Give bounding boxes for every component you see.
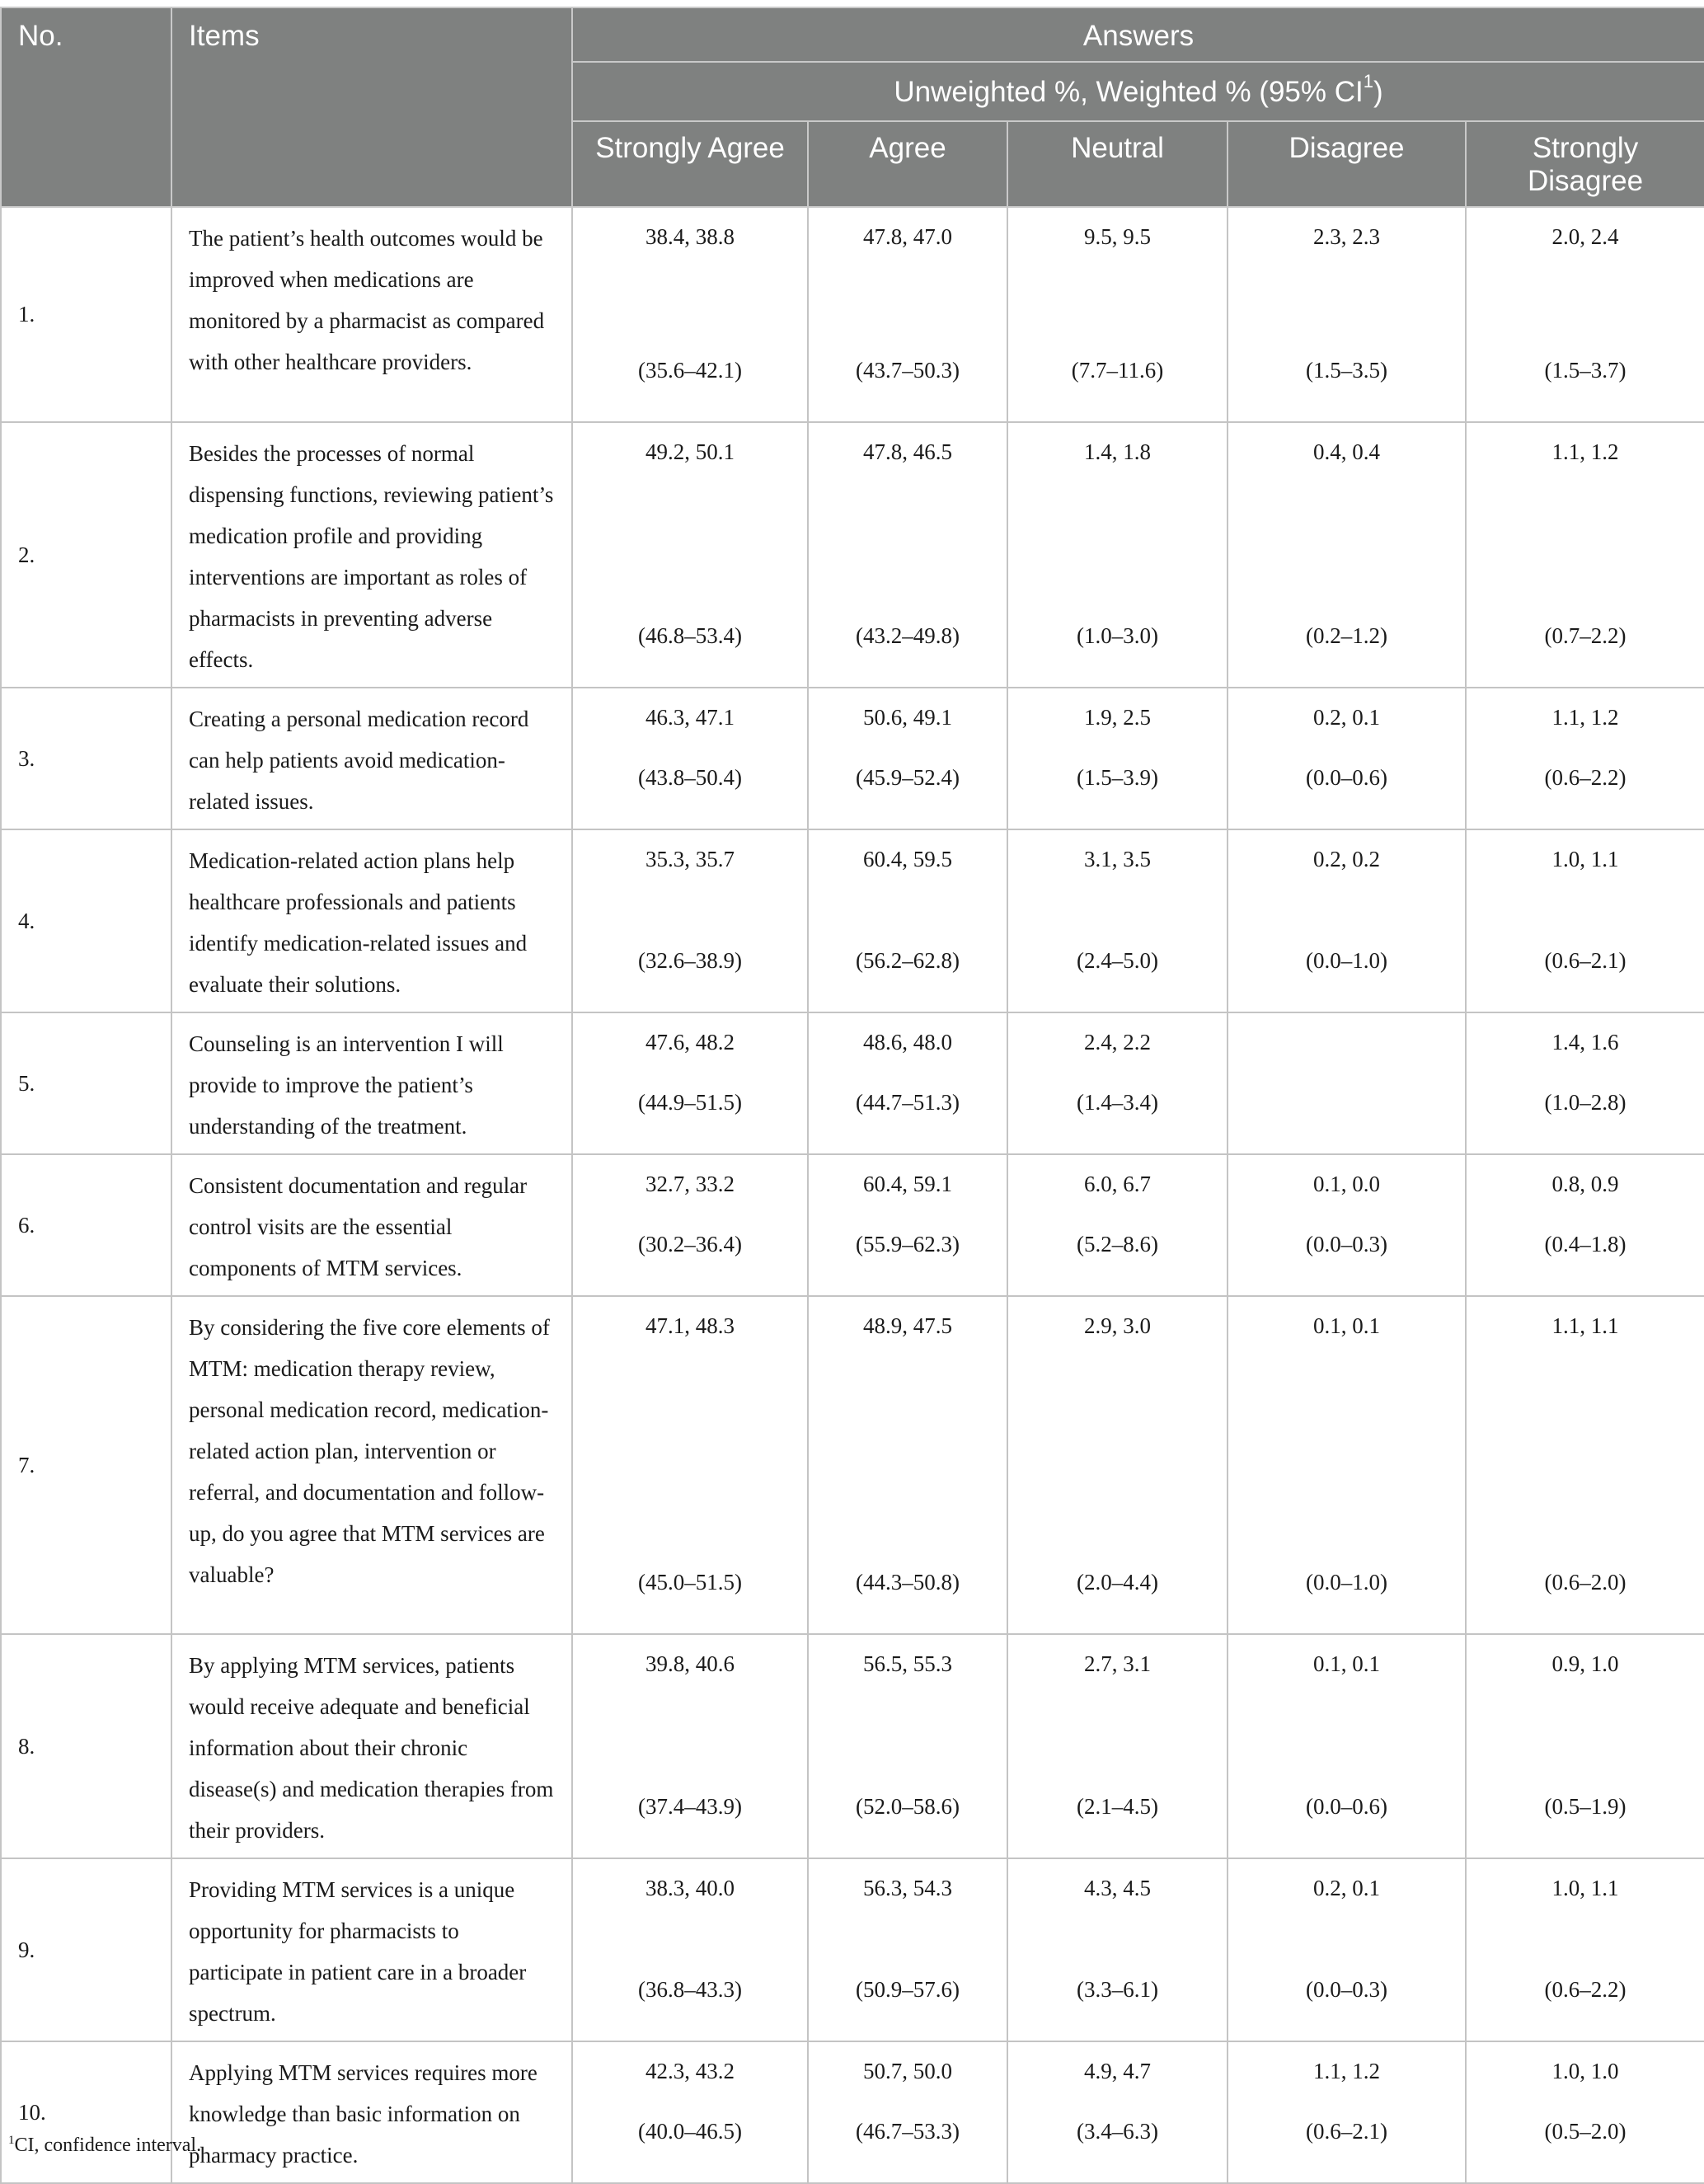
row-item-text: Counseling is an intervention I will provide to improve the patient’s understanding of the treatment. — [171, 1012, 572, 1154]
header-neutral: Neutral — [1007, 121, 1228, 207]
cell-ci: (1.4–3.4) — [1077, 1090, 1158, 1115]
cell-percent: 0.4, 0.4 — [1313, 439, 1380, 464]
cell-strongly-agree — [572, 1154, 808, 1296]
cell-percent: 46.3, 47.1 — [645, 705, 735, 730]
cell-percent: 42.3, 43.2 — [645, 2059, 735, 2083]
row-number: 2. — [1, 422, 171, 688]
cell-disagree — [1228, 1296, 1466, 1634]
cell-percent: 1.1, 1.2 — [1551, 439, 1619, 464]
cell-strongly-agree — [572, 1634, 808, 1858]
cell-agree — [808, 1154, 1007, 1296]
cell-percent: 39.8, 40.6 — [645, 1651, 735, 1676]
cell-ci: (7.7–11.6) — [1071, 358, 1164, 383]
cell-ci: (2.1–4.5) — [1077, 1794, 1158, 1819]
row-item-text: By considering the five core elements of MTM: medication therapy review, personal medication record, medication-related action plan, intervention or referral, and documentation and follow-up, do you agree that MTM services are valuable? — [171, 1296, 572, 1634]
survey-table-container — [0, 7, 1704, 2184]
cell-strongly-agree — [572, 1858, 808, 2041]
cell-percent: 2.0, 2.4 — [1551, 224, 1619, 249]
cell-percent: 60.4, 59.5 — [863, 847, 952, 871]
header-no: No. — [1, 7, 171, 207]
cell-strongly-agree — [572, 2041, 808, 2183]
cell-neutral — [1007, 1154, 1228, 1296]
subheader-footnote-marker: 1 — [1363, 71, 1373, 92]
cell-ci: (44.9–51.5) — [638, 1090, 742, 1115]
cell-ci: (30.2–36.4) — [638, 1232, 742, 1256]
cell-disagree — [1228, 1154, 1466, 1296]
cell-ci: (46.8–53.4) — [638, 623, 742, 648]
cell-percent: 3.1, 3.5 — [1084, 847, 1151, 871]
cell-percent: 4.3, 4.5 — [1084, 1876, 1151, 1900]
cell-strongly-agree — [572, 207, 808, 422]
row-number: 4. — [1, 829, 171, 1012]
cell-ci: (35.6–42.1) — [638, 358, 742, 383]
row-item-text: Applying MTM services requires more knowledge than basic information on pharmacy practice. — [171, 2041, 572, 2183]
cell-agree — [808, 1634, 1007, 1858]
cell-percent: 0.1, 0.1 — [1313, 1651, 1380, 1676]
cell-agree — [808, 1858, 1007, 2041]
row-number: 8. — [1, 1634, 171, 1858]
cell-neutral — [1007, 422, 1228, 688]
cell-ci: (0.6–2.0) — [1544, 1570, 1627, 1595]
cell-neutral — [1007, 688, 1228, 829]
table-row — [1, 1012, 1704, 1154]
cell-strongly-disagree — [1466, 1858, 1704, 2041]
cell-percent: 2.7, 3.1 — [1084, 1651, 1151, 1676]
cell-strongly-disagree — [1466, 1154, 1704, 1296]
cell-neutral — [1007, 1858, 1228, 2041]
cell-percent: 1.4, 1.6 — [1551, 1030, 1619, 1054]
cell-percent: 1.1, 1.2 — [1551, 705, 1619, 730]
table-row — [1, 829, 1704, 1012]
cell-ci: (44.3–50.8) — [856, 1570, 960, 1595]
cell-percent: 1.0, 1.1 — [1551, 1876, 1619, 1900]
cell-neutral — [1007, 1296, 1228, 1634]
cell-strongly-agree — [572, 688, 808, 829]
cell-strongly-disagree — [1466, 829, 1704, 1012]
row-number: 7. — [1, 1296, 171, 1634]
cell-percent: 47.6, 48.2 — [645, 1030, 735, 1054]
cell-percent: 35.3, 35.7 — [645, 847, 735, 871]
cell-ci: (0.2–1.2) — [1306, 623, 1387, 648]
cell-strongly-agree — [572, 829, 808, 1012]
footnote-marker: 1 — [8, 2134, 15, 2147]
survey-results-table — [0, 7, 1704, 2184]
cell-ci: (3.4–6.3) — [1077, 2119, 1158, 2144]
cell-percent: 0.9, 1.0 — [1551, 1651, 1619, 1676]
header-strongly-disagree: Strongly Disagree — [1466, 121, 1704, 207]
cell-ci: (0.0–0.3) — [1306, 1232, 1387, 1256]
row-number: 10. — [1, 2041, 171, 2183]
row-item-text: Consistent documentation and regular control visits are the essential components of MTM services. — [171, 1154, 572, 1296]
cell-disagree — [1228, 207, 1466, 422]
cell-percent: 9.5, 9.5 — [1084, 224, 1151, 249]
cell-ci: (45.9–52.4) — [856, 765, 960, 790]
cell-ci: (0.4–1.8) — [1544, 1232, 1627, 1256]
cell-ci: (36.8–43.3) — [638, 1977, 742, 2002]
cell-ci: (50.9–57.6) — [856, 1977, 960, 2002]
cell-percent: 0.2, 0.1 — [1313, 1876, 1380, 1900]
cell-ci: (2.0–4.4) — [1077, 1570, 1158, 1595]
cell-percent: 0.2, 0.1 — [1313, 705, 1380, 730]
row-number: 3. — [1, 688, 171, 829]
cell-ci: (0.6–2.2) — [1544, 1977, 1627, 2002]
cell-strongly-disagree — [1466, 207, 1704, 422]
cell-percent: 50.7, 50.0 — [863, 2059, 952, 2083]
cell-ci: (0.5–2.0) — [1544, 2119, 1627, 2144]
cell-agree — [808, 2041, 1007, 2183]
cell-neutral — [1007, 1012, 1228, 1154]
cell-percent: 2.3, 2.3 — [1313, 224, 1380, 249]
cell-percent: 38.4, 38.8 — [645, 224, 735, 249]
row-item-text: The patient’s health outcomes would be improved when medications are monitored by a pharmacist as compared with other healthcare providers. — [171, 207, 572, 422]
cell-agree — [808, 829, 1007, 1012]
cell-ci: (0.6–2.2) — [1544, 765, 1627, 790]
cell-percent: 60.4, 59.1 — [863, 1172, 952, 1196]
cell-ci: (56.2–62.8) — [856, 948, 960, 973]
cell-percent: 2.4, 2.2 — [1084, 1030, 1151, 1054]
cell-ci: (1.0–2.8) — [1544, 1090, 1627, 1115]
cell-disagree — [1228, 829, 1466, 1012]
cell-strongly-disagree — [1466, 2041, 1704, 2183]
cell-ci: (5.2–8.6) — [1077, 1232, 1158, 1256]
cell-strongly-agree — [572, 422, 808, 688]
table-footnote — [8, 2134, 201, 2157]
cell-disagree — [1228, 1634, 1466, 1858]
table-row — [1, 1858, 1704, 2041]
cell-ci: (43.2–49.8) — [856, 623, 960, 648]
cell-percent: 56.3, 54.3 — [863, 1876, 952, 1900]
cell-agree — [808, 207, 1007, 422]
cell-percent: 48.6, 48.0 — [863, 1030, 952, 1054]
cell-ci: (0.0–0.6) — [1306, 765, 1387, 790]
header-items: Items — [171, 7, 572, 207]
cell-disagree — [1228, 2041, 1466, 2183]
row-number: 6. — [1, 1154, 171, 1296]
cell-percent: 48.9, 47.5 — [863, 1313, 952, 1338]
cell-ci: (2.4–5.0) — [1077, 948, 1158, 973]
row-number: 9. — [1, 1858, 171, 2041]
cell-percent: 56.5, 55.3 — [863, 1651, 952, 1676]
cell-percent: 6.0, 6.7 — [1084, 1172, 1151, 1196]
cell-percent: 1.9, 2.5 — [1084, 705, 1151, 730]
row-number: 1. — [1, 207, 171, 422]
cell-percent: 0.8, 0.9 — [1551, 1172, 1619, 1196]
cell-ci: (1.5–3.5) — [1306, 358, 1387, 383]
row-item-text: Creating a personal medication record can help patients avoid medication-related issues. — [171, 688, 572, 829]
cell-strongly-agree — [572, 1296, 808, 1634]
row-item-text: Providing MTM services is a unique opportunity for pharmacists to participate in patient care in a broader spectrum. — [171, 1858, 572, 2041]
table-row — [1, 1154, 1704, 1296]
cell-ci: (45.0–51.5) — [638, 1570, 742, 1595]
table-row — [1, 207, 1704, 422]
cell-ci: (0.5–1.9) — [1544, 1794, 1627, 1819]
row-item-text: Medication-related action plans help healthcare professionals and patients identify medication-related issues and evaluate their solutions. — [171, 829, 572, 1012]
table-row — [1, 422, 1704, 688]
cell-agree — [808, 1012, 1007, 1154]
cell-ci: (32.6–38.9) — [638, 948, 742, 973]
cell-disagree — [1228, 422, 1466, 688]
cell-percent: 1.0, 1.0 — [1551, 2059, 1619, 2083]
cell-ci: (0.6–2.1) — [1544, 948, 1627, 973]
cell-strongly-disagree — [1466, 1634, 1704, 1858]
cell-neutral — [1007, 1634, 1228, 1858]
cell-disagree — [1228, 688, 1466, 829]
table-row — [1, 688, 1704, 829]
cell-disagree — [1228, 1012, 1466, 1154]
cell-ci: (0.0–0.3) — [1306, 1977, 1387, 2002]
cell-percent: 1.1, 1.2 — [1313, 2059, 1380, 2083]
table-body — [1, 207, 1704, 2183]
row-item-text: Besides the processes of normal dispensing functions, reviewing patient’s medication profile and providing interventions are important as roles of pharmacists in preventing adverse effects. — [171, 422, 572, 688]
cell-percent: 49.2, 50.1 — [645, 439, 735, 464]
subheader-close: ) — [1373, 76, 1383, 108]
footnote-text: CI, confidence interval. — [14, 2135, 202, 2156]
cell-percent: 1.1, 1.1 — [1551, 1313, 1619, 1338]
cell-percent: 47.8, 47.0 — [863, 224, 952, 249]
cell-agree — [808, 422, 1007, 688]
cell-neutral — [1007, 2041, 1228, 2183]
cell-agree — [808, 1296, 1007, 1634]
cell-ci: (0.0–0.6) — [1306, 1794, 1387, 1819]
cell-ci: (43.8–50.4) — [638, 765, 742, 790]
cell-percent: 0.1, 0.0 — [1313, 1172, 1380, 1196]
header-agree: Agree — [808, 121, 1007, 207]
cell-ci: (55.9–62.3) — [856, 1232, 960, 1256]
table-row — [1, 2041, 1704, 2183]
cell-percent: 1.0, 1.1 — [1551, 847, 1619, 871]
cell-agree — [808, 688, 1007, 829]
table-row — [1, 1634, 1704, 1858]
cell-ci: (1.5–3.7) — [1544, 358, 1627, 383]
cell-ci: (1.5–3.9) — [1077, 765, 1158, 790]
cell-ci: (43.7–50.3) — [856, 358, 960, 383]
cell-percent: 4.9, 4.7 — [1084, 2059, 1151, 2083]
subheader-text: Unweighted %, Weighted % (95% CI — [894, 76, 1364, 108]
cell-strongly-disagree — [1466, 422, 1704, 688]
cell-neutral — [1007, 207, 1228, 422]
cell-percent: 32.7, 33.2 — [645, 1172, 735, 1196]
cell-ci: (37.4–43.9) — [638, 1794, 742, 1819]
cell-strongly-agree — [572, 1012, 808, 1154]
header-subheading — [572, 62, 1704, 121]
row-item-text: By applying MTM services, patients would receive adequate and beneficial information about their chronic disease(s) and medication therapies from their providers. — [171, 1634, 572, 1858]
table-row — [1, 1296, 1704, 1634]
cell-strongly-disagree — [1466, 1296, 1704, 1634]
cell-percent: 47.8, 46.5 — [863, 439, 952, 464]
cell-ci: (0.0–1.0) — [1306, 948, 1387, 973]
cell-strongly-disagree — [1466, 1012, 1704, 1154]
cell-ci: (0.0–1.0) — [1306, 1570, 1387, 1595]
header-answers: Answers — [572, 7, 1704, 62]
cell-ci: (52.0–58.6) — [856, 1794, 960, 1819]
cell-strongly-disagree — [1466, 688, 1704, 829]
table-header — [1, 7, 1704, 207]
cell-ci: (44.7–51.3) — [856, 1090, 960, 1115]
cell-percent: 1.4, 1.8 — [1084, 439, 1151, 464]
cell-ci: (1.0–3.0) — [1077, 623, 1158, 648]
cell-ci: (46.7–53.3) — [856, 2119, 960, 2144]
cell-disagree — [1228, 1858, 1466, 2041]
cell-neutral — [1007, 829, 1228, 1012]
cell-percent: 2.9, 3.0 — [1084, 1313, 1151, 1338]
cell-percent: 50.6, 49.1 — [863, 705, 952, 730]
cell-percent: 0.2, 0.2 — [1313, 847, 1380, 871]
cell-ci: (3.3–6.1) — [1077, 1977, 1158, 2002]
cell-percent: 38.3, 40.0 — [645, 1876, 735, 1900]
header-disagree: Disagree — [1228, 121, 1466, 207]
cell-percent: 47.1, 48.3 — [645, 1313, 735, 1338]
cell-ci: (40.0–46.5) — [638, 2119, 742, 2144]
row-number: 5. — [1, 1012, 171, 1154]
cell-ci: (0.6–2.1) — [1306, 2119, 1387, 2144]
cell-ci: (0.7–2.2) — [1544, 623, 1627, 648]
header-strongly-agree: Strongly Agree — [572, 121, 808, 207]
cell-percent: 0.1, 0.1 — [1313, 1313, 1380, 1338]
